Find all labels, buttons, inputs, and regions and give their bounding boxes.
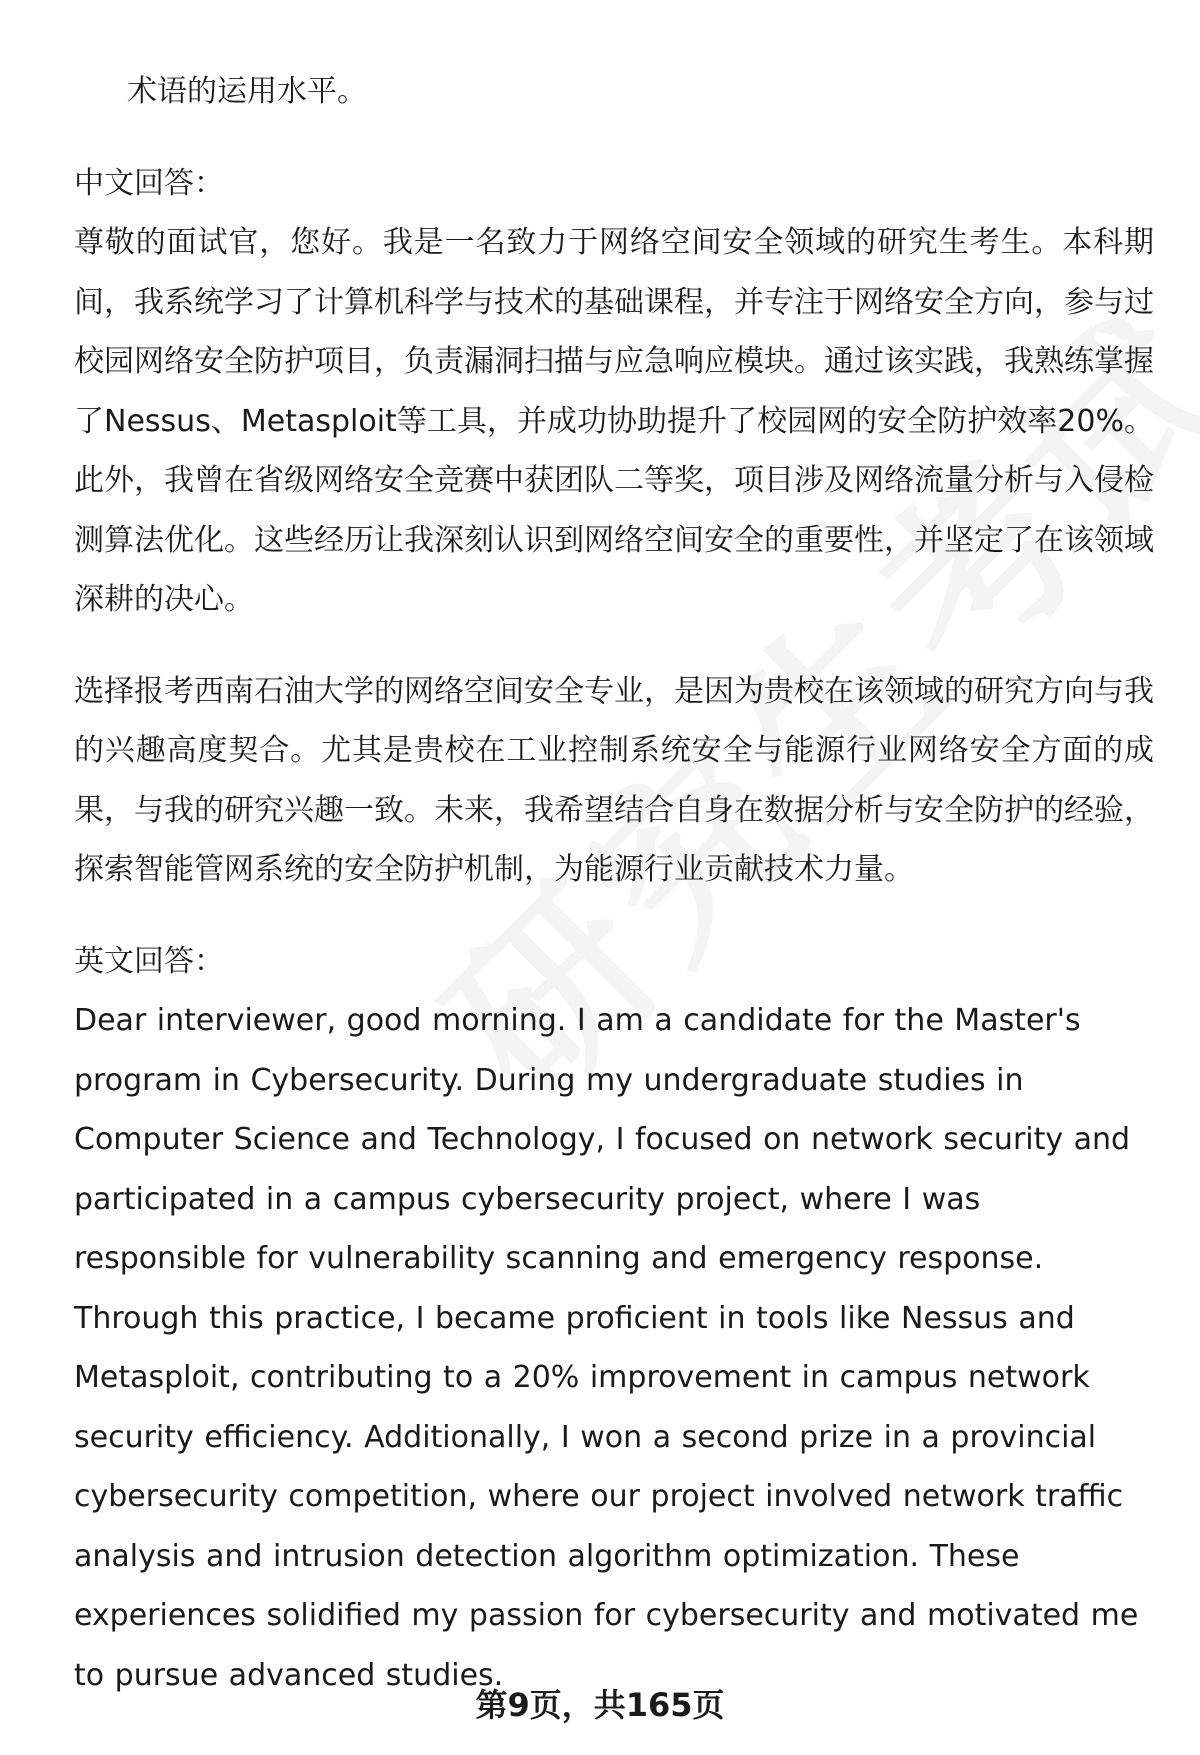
- chinese-paragraph-1: 尊敬的面试官，您好。我是一名致力于网络空间安全领域的研究生考生。本科期间，我系统学习了计算机科学与技术的基础课程，并专注于网络安全方向，参与过校园网络安全防护项目，负责漏洞扫描与应急响应模块。通过该实践，我熟练掌握了Nessus、Metasploit等工具，并成功协助提升了校园网的安全防护效率20%。此外，我曾在省级网络安全竞赛中获团队二等奖，项目涉及网络流量分析与入侵检测算法优化。这些经历让我深刻认识到网络空间安全的重要性，并坚定了在该领域深耕的决心。: [74, 225, 1154, 617]
- english-answer-heading: 英文回答：: [74, 943, 224, 979]
- page-number-footer: 第9页，共165页: [475, 1686, 725, 1724]
- chinese-paragraph-2: 选择报考西南石油大学的网络空间安全专业，是因为贵校在该领域的研究方向与我的兴趣高度契合。尤其是贵校在工业控制系统安全与能源行业网络安全方面的成果，与我的研究兴趣一致。未来，我希望结合自身在数据分析与安全防护的经验，探索智能管网系统的安全防护机制，为能源行业贡献技术力量。: [74, 673, 1154, 887]
- chinese-answer-heading: 中文回答：: [74, 165, 224, 201]
- intro-tail-text: 术语的运用水平。: [127, 74, 367, 109]
- english-paragraph: Dear interviewer, good morning. I am a candidate for the Master's program in Cybersecurity. During my undergraduate studies in Computer Science and Technology, I focused on network security and participated in a campus cybersecurity project, where I was responsible for vulnerability scanning and emergency response. Through this practice, I became proficient in tools like Nessus and Metasploit, contributing to a 20% improvement in campus network security efficiency. Additionally, I won a second prize in a provincial cybersecurity competition, where our project involved network traffic analysis and intrusion detection algorithm optimization. These experiences solidified my passion for cybersecurity and motivated me to pursue advanced studies.: [74, 1003, 1139, 1693]
- page-content: [74, 62, 1154, 1705]
